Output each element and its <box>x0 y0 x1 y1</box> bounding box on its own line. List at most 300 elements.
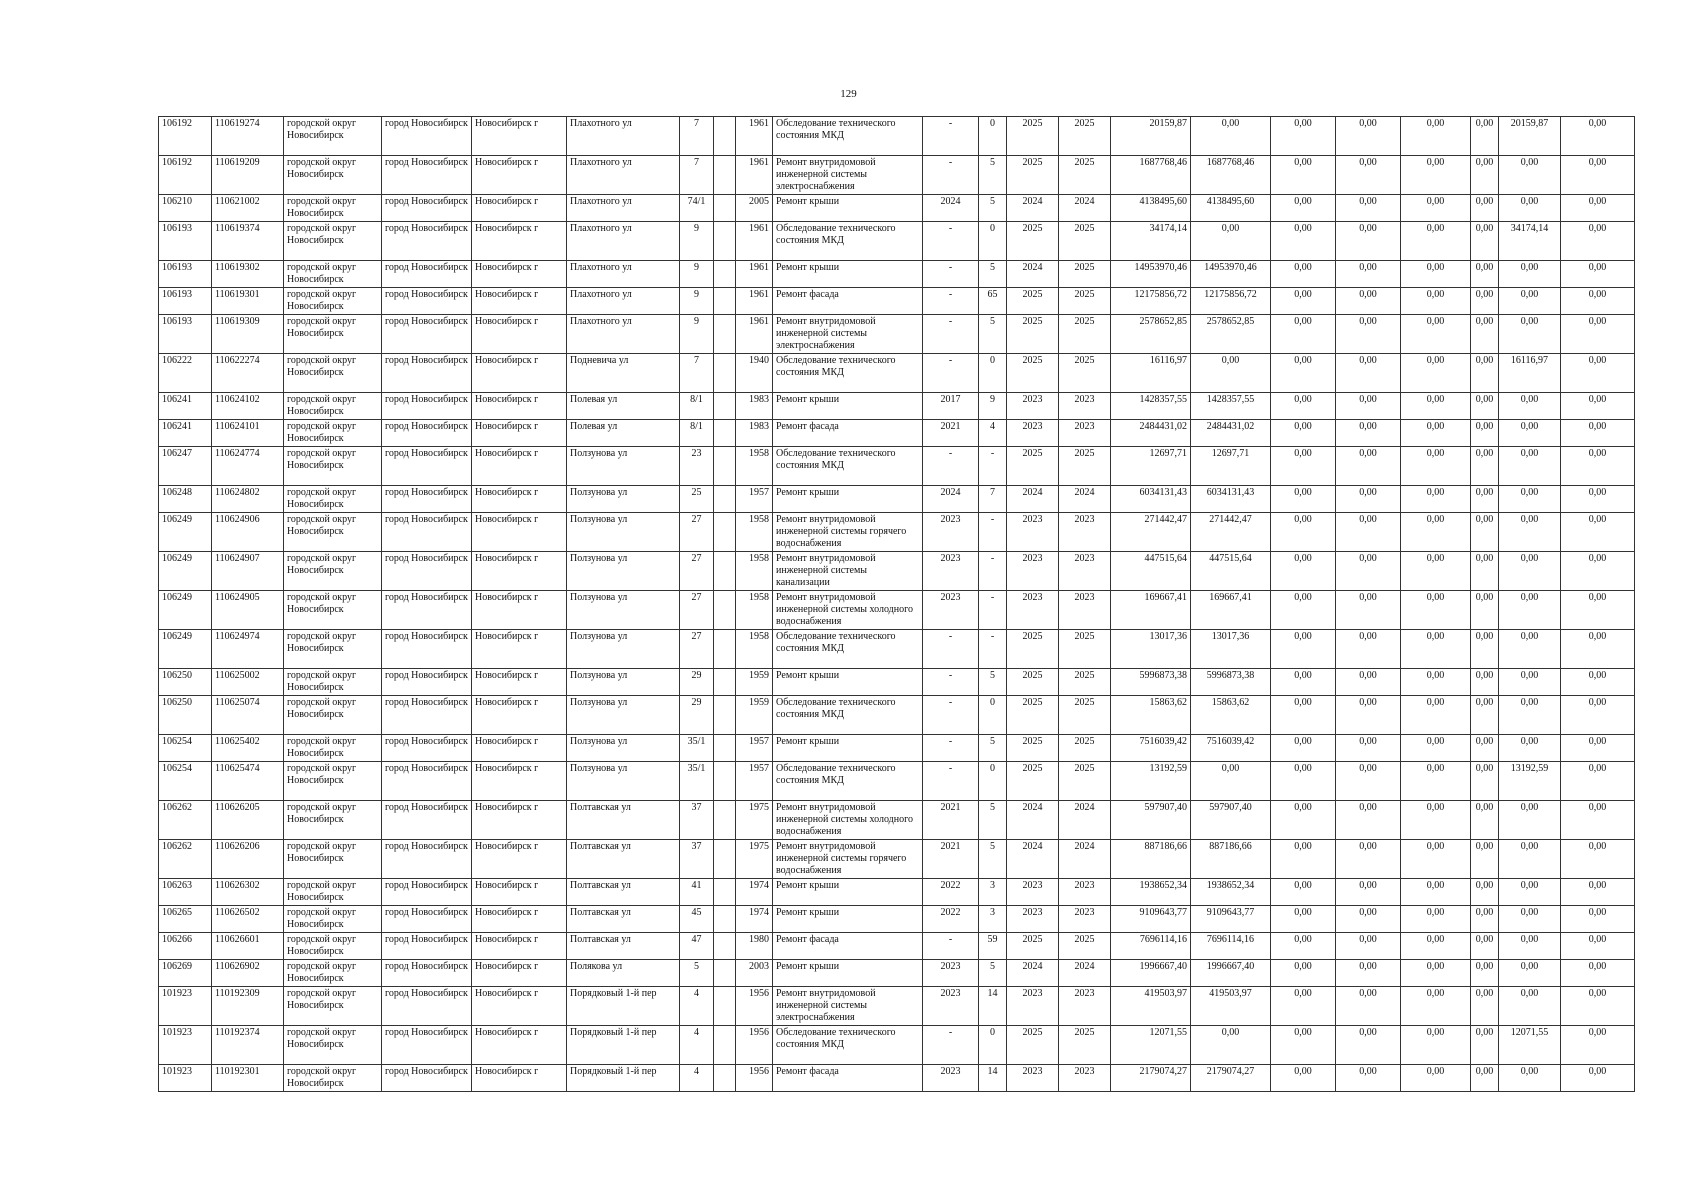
plan-year-from-cell: 2025 <box>1007 669 1059 696</box>
work-type-cell: Ремонт внутридомовой инженерной системы горячего водоснабжения <box>773 840 923 879</box>
work-type-cell: Обследование технического состояния МКД <box>773 696 923 735</box>
last-repair-year-cell: - <box>923 117 979 156</box>
plan-year-from-cell: 2023 <box>1007 552 1059 591</box>
total-cost-cell: 2179074,27 <box>1111 1065 1191 1092</box>
wear-percent-cell: 65 <box>979 288 1007 315</box>
federal-amount-cell: 0,00 <box>1271 762 1336 801</box>
build-year-cell: 1956 <box>736 1026 773 1065</box>
building-cell <box>714 261 736 288</box>
last-repair-year-cell: - <box>923 222 979 261</box>
settlement-cell: город Новосибирск <box>382 261 472 288</box>
plan-year-from-cell: 2023 <box>1007 393 1059 420</box>
extra-amount-cell: 0,00 <box>1561 840 1635 879</box>
extra-amount-cell: 0,00 <box>1561 735 1635 762</box>
fund-amount-cell: 2578652,85 <box>1191 315 1271 354</box>
building-cell <box>714 117 736 156</box>
plan-year-from-cell: 2025 <box>1007 933 1059 960</box>
plan-year-from-cell: 2023 <box>1007 987 1059 1026</box>
settlement-cell: город Новосибирск <box>382 696 472 735</box>
federal-amount-cell: 0,00 <box>1271 735 1336 762</box>
municipal-district-cell: городской округ Новосибирск <box>284 1065 382 1092</box>
last-repair-year-cell: 2023 <box>923 1065 979 1092</box>
plan-year-from-cell: 2023 <box>1007 420 1059 447</box>
building-cell <box>714 354 736 393</box>
total-cost-cell: 7696114,16 <box>1111 933 1191 960</box>
work-type-cell: Ремонт крыши <box>773 669 923 696</box>
locality-cell: Новосибирск г <box>472 987 567 1026</box>
table-row <box>159 1065 1635 1092</box>
building-cell <box>714 1026 736 1065</box>
build-year-cell: 1958 <box>736 447 773 486</box>
work-id-cell: 110626206 <box>212 840 284 879</box>
wear-percent-cell: - <box>979 552 1007 591</box>
municipal-district-cell: городской округ Новосибирск <box>284 156 382 195</box>
table-row <box>159 960 1635 987</box>
municipal-district-cell: городской округ Новосибирск <box>284 801 382 840</box>
other-amount-cell: 0,00 <box>1499 879 1561 906</box>
house-number-cell: 47 <box>680 933 714 960</box>
extra-amount-cell: 0,00 <box>1561 117 1635 156</box>
house-number-cell: 41 <box>680 879 714 906</box>
owners-amount-cell: 0,00 <box>1471 261 1499 288</box>
plan-year-from-cell: 2025 <box>1007 222 1059 261</box>
building-cell <box>714 630 736 669</box>
house-number-cell: 27 <box>680 552 714 591</box>
object-id-cell: 106210 <box>159 195 212 222</box>
settlement-cell: город Новосибирск <box>382 156 472 195</box>
total-cost-cell: 2578652,85 <box>1111 315 1191 354</box>
work-type-cell: Ремонт фасада <box>773 420 923 447</box>
street-cell: Ползунова ул <box>567 591 680 630</box>
street-cell: Полтавская ул <box>567 840 680 879</box>
plan-year-to-cell: 2025 <box>1059 735 1111 762</box>
extra-amount-cell: 0,00 <box>1561 696 1635 735</box>
fund-amount-cell: 1938652,34 <box>1191 879 1271 906</box>
table-row <box>159 117 1635 156</box>
build-year-cell: 1958 <box>736 552 773 591</box>
extra-amount-cell: 0,00 <box>1561 315 1635 354</box>
plan-year-from-cell: 2025 <box>1007 447 1059 486</box>
wear-percent-cell: 14 <box>979 1065 1007 1092</box>
object-id-cell: 106192 <box>159 117 212 156</box>
work-type-cell: Ремонт внутридомовой инженерной системы электроснабжения <box>773 156 923 195</box>
extra-amount-cell: 0,00 <box>1561 393 1635 420</box>
build-year-cell: 2003 <box>736 960 773 987</box>
work-id-cell: 110626902 <box>212 960 284 987</box>
build-year-cell: 1961 <box>736 288 773 315</box>
work-type-cell: Ремонт фасада <box>773 288 923 315</box>
work-id-cell: 110626302 <box>212 879 284 906</box>
locality-cell: Новосибирск г <box>472 513 567 552</box>
extra-amount-cell: 0,00 <box>1561 552 1635 591</box>
locality-cell: Новосибирск г <box>472 420 567 447</box>
total-cost-cell: 1687768,46 <box>1111 156 1191 195</box>
plan-year-from-cell: 2024 <box>1007 486 1059 513</box>
settlement-cell: город Новосибирск <box>382 630 472 669</box>
work-id-cell: 110624774 <box>212 447 284 486</box>
other-amount-cell: 0,00 <box>1499 195 1561 222</box>
building-cell <box>714 513 736 552</box>
table-body <box>159 117 1635 1092</box>
fund-amount-cell: 2179074,27 <box>1191 1065 1271 1092</box>
fund-amount-cell: 0,00 <box>1191 222 1271 261</box>
municipal-district-cell: городской округ Новосибирск <box>284 960 382 987</box>
object-id-cell: 101923 <box>159 987 212 1026</box>
street-cell: Полевая ул <box>567 393 680 420</box>
locality-cell: Новосибирск г <box>472 762 567 801</box>
federal-amount-cell: 0,00 <box>1271 669 1336 696</box>
extra-amount-cell: 0,00 <box>1561 801 1635 840</box>
fund-amount-cell: 12697,71 <box>1191 447 1271 486</box>
plan-year-to-cell: 2025 <box>1059 117 1111 156</box>
municipal-district-cell: городской округ Новосибирск <box>284 696 382 735</box>
plan-year-from-cell: 2024 <box>1007 960 1059 987</box>
work-type-cell: Ремонт внутридомовой инженерной системы электроснабжения <box>773 987 923 1026</box>
local-amount-cell: 0,00 <box>1401 552 1471 591</box>
owners-amount-cell: 0,00 <box>1471 117 1499 156</box>
municipal-district-cell: городской округ Новосибирск <box>284 735 382 762</box>
fund-amount-cell: 14953970,46 <box>1191 261 1271 288</box>
house-number-cell: 37 <box>680 840 714 879</box>
build-year-cell: 1956 <box>736 987 773 1026</box>
municipal-district-cell: городской округ Новосибирск <box>284 195 382 222</box>
table-row <box>159 879 1635 906</box>
settlement-cell: город Новосибирск <box>382 288 472 315</box>
table-row <box>159 696 1635 735</box>
regional-amount-cell: 0,00 <box>1336 906 1401 933</box>
house-number-cell: 4 <box>680 987 714 1026</box>
last-repair-year-cell: 2023 <box>923 552 979 591</box>
street-cell: Подневича ул <box>567 354 680 393</box>
regional-amount-cell: 0,00 <box>1336 288 1401 315</box>
extra-amount-cell: 0,00 <box>1561 762 1635 801</box>
object-id-cell: 106248 <box>159 486 212 513</box>
local-amount-cell: 0,00 <box>1401 960 1471 987</box>
federal-amount-cell: 0,00 <box>1271 906 1336 933</box>
extra-amount-cell: 0,00 <box>1561 906 1635 933</box>
federal-amount-cell: 0,00 <box>1271 879 1336 906</box>
work-id-cell: 110626601 <box>212 933 284 960</box>
last-repair-year-cell: 2023 <box>923 987 979 1026</box>
federal-amount-cell: 0,00 <box>1271 420 1336 447</box>
other-amount-cell: 13192,59 <box>1499 762 1561 801</box>
table-row <box>159 906 1635 933</box>
last-repair-year-cell: - <box>923 762 979 801</box>
object-id-cell: 106263 <box>159 879 212 906</box>
federal-amount-cell: 0,00 <box>1271 1065 1336 1092</box>
other-amount-cell: 0,00 <box>1499 801 1561 840</box>
table-row <box>159 393 1635 420</box>
other-amount-cell: 0,00 <box>1499 933 1561 960</box>
work-type-cell: Ремонт фасада <box>773 1065 923 1092</box>
other-amount-cell: 0,00 <box>1499 393 1561 420</box>
plan-year-from-cell: 2023 <box>1007 879 1059 906</box>
street-cell: Плахотного ул <box>567 288 680 315</box>
owners-amount-cell: 0,00 <box>1471 762 1499 801</box>
owners-amount-cell: 0,00 <box>1471 222 1499 261</box>
work-type-cell: Ремонт крыши <box>773 486 923 513</box>
plan-year-from-cell: 2024 <box>1007 261 1059 288</box>
locality-cell: Новосибирск г <box>472 222 567 261</box>
wear-percent-cell: 5 <box>979 156 1007 195</box>
build-year-cell: 1975 <box>736 840 773 879</box>
object-id-cell: 106192 <box>159 156 212 195</box>
table-row <box>159 195 1635 222</box>
work-id-cell: 110625402 <box>212 735 284 762</box>
regional-amount-cell: 0,00 <box>1336 933 1401 960</box>
locality-cell: Новосибирск г <box>472 156 567 195</box>
federal-amount-cell: 0,00 <box>1271 288 1336 315</box>
plan-year-from-cell: 2025 <box>1007 735 1059 762</box>
local-amount-cell: 0,00 <box>1401 591 1471 630</box>
plan-year-to-cell: 2025 <box>1059 933 1111 960</box>
owners-amount-cell: 0,00 <box>1471 630 1499 669</box>
locality-cell: Новосибирск г <box>472 1065 567 1092</box>
local-amount-cell: 0,00 <box>1401 1065 1471 1092</box>
street-cell: Ползунова ул <box>567 696 680 735</box>
build-year-cell: 1958 <box>736 513 773 552</box>
wear-percent-cell: 0 <box>979 762 1007 801</box>
house-number-cell: 4 <box>680 1026 714 1065</box>
total-cost-cell: 6034131,43 <box>1111 486 1191 513</box>
fund-amount-cell: 0,00 <box>1191 117 1271 156</box>
locality-cell: Новосибирск г <box>472 591 567 630</box>
fund-amount-cell: 15863,62 <box>1191 696 1271 735</box>
local-amount-cell: 0,00 <box>1401 696 1471 735</box>
owners-amount-cell: 0,00 <box>1471 906 1499 933</box>
local-amount-cell: 0,00 <box>1401 117 1471 156</box>
last-repair-year-cell: - <box>923 288 979 315</box>
plan-year-to-cell: 2023 <box>1059 1065 1111 1092</box>
build-year-cell: 1961 <box>736 315 773 354</box>
street-cell: Полтавская ул <box>567 801 680 840</box>
extra-amount-cell: 0,00 <box>1561 879 1635 906</box>
build-year-cell: 1961 <box>736 222 773 261</box>
owners-amount-cell: 0,00 <box>1471 987 1499 1026</box>
object-id-cell: 101923 <box>159 1026 212 1065</box>
locality-cell: Новосибирск г <box>472 669 567 696</box>
settlement-cell: город Новосибирск <box>382 354 472 393</box>
last-repair-year-cell: - <box>923 315 979 354</box>
house-number-cell: 27 <box>680 513 714 552</box>
owners-amount-cell: 0,00 <box>1471 447 1499 486</box>
local-amount-cell: 0,00 <box>1401 222 1471 261</box>
house-number-cell: 29 <box>680 669 714 696</box>
work-type-cell: Ремонт внутридомовой инженерной системы электроснабжения <box>773 315 923 354</box>
other-amount-cell: 16116,97 <box>1499 354 1561 393</box>
plan-year-to-cell: 2024 <box>1059 960 1111 987</box>
owners-amount-cell: 0,00 <box>1471 195 1499 222</box>
building-cell <box>714 288 736 315</box>
plan-year-to-cell: 2023 <box>1059 591 1111 630</box>
street-cell: Ползунова ул <box>567 630 680 669</box>
work-id-cell: 110192301 <box>212 1065 284 1092</box>
object-id-cell: 101923 <box>159 1065 212 1092</box>
locality-cell: Новосибирск г <box>472 486 567 513</box>
street-cell: Ползунова ул <box>567 552 680 591</box>
object-id-cell: 106254 <box>159 762 212 801</box>
other-amount-cell: 0,00 <box>1499 696 1561 735</box>
fund-amount-cell: 6034131,43 <box>1191 486 1271 513</box>
municipal-district-cell: городской округ Новосибирск <box>284 222 382 261</box>
locality-cell: Новосибирск г <box>472 315 567 354</box>
last-repair-year-cell: 2022 <box>923 879 979 906</box>
municipal-district-cell: городской округ Новосибирск <box>284 447 382 486</box>
settlement-cell: город Новосибирск <box>382 420 472 447</box>
house-number-cell: 35/1 <box>680 735 714 762</box>
last-repair-year-cell: - <box>923 156 979 195</box>
fund-amount-cell: 419503,97 <box>1191 987 1271 1026</box>
work-type-cell: Ремонт внутридомовой инженерной системы горячего водоснабжения <box>773 513 923 552</box>
build-year-cell: 1980 <box>736 933 773 960</box>
fund-amount-cell: 169667,41 <box>1191 591 1271 630</box>
municipal-district-cell: городской округ Новосибирск <box>284 840 382 879</box>
other-amount-cell: 0,00 <box>1499 156 1561 195</box>
regional-amount-cell: 0,00 <box>1336 1065 1401 1092</box>
fund-amount-cell: 4138495,60 <box>1191 195 1271 222</box>
table-row <box>159 354 1635 393</box>
last-repair-year-cell: 2021 <box>923 801 979 840</box>
local-amount-cell: 0,00 <box>1401 630 1471 669</box>
owners-amount-cell: 0,00 <box>1471 1026 1499 1065</box>
building-cell <box>714 1065 736 1092</box>
municipal-district-cell: городской округ Новосибирск <box>284 933 382 960</box>
total-cost-cell: 447515,64 <box>1111 552 1191 591</box>
street-cell: Порядковый 1-й пер <box>567 1065 680 1092</box>
regional-amount-cell: 0,00 <box>1336 1026 1401 1065</box>
municipal-district-cell: городской округ Новосибирск <box>284 420 382 447</box>
other-amount-cell: 0,00 <box>1499 288 1561 315</box>
regional-amount-cell: 0,00 <box>1336 735 1401 762</box>
regional-amount-cell: 0,00 <box>1336 261 1401 288</box>
municipal-district-cell: городской округ Новосибирск <box>284 630 382 669</box>
work-id-cell: 110625002 <box>212 669 284 696</box>
federal-amount-cell: 0,00 <box>1271 117 1336 156</box>
extra-amount-cell: 0,00 <box>1561 669 1635 696</box>
locality-cell: Новосибирск г <box>472 840 567 879</box>
build-year-cell: 1959 <box>736 669 773 696</box>
street-cell: Ползунова ул <box>567 513 680 552</box>
work-id-cell: 110626205 <box>212 801 284 840</box>
settlement-cell: город Новосибирск <box>382 315 472 354</box>
table-row <box>159 840 1635 879</box>
settlement-cell: город Новосибирск <box>382 447 472 486</box>
extra-amount-cell: 0,00 <box>1561 288 1635 315</box>
wear-percent-cell: - <box>979 447 1007 486</box>
local-amount-cell: 0,00 <box>1401 354 1471 393</box>
street-cell: Плахотного ул <box>567 315 680 354</box>
object-id-cell: 106247 <box>159 447 212 486</box>
regional-amount-cell: 0,00 <box>1336 117 1401 156</box>
municipal-district-cell: городской округ Новосибирск <box>284 354 382 393</box>
plan-year-to-cell: 2023 <box>1059 420 1111 447</box>
total-cost-cell: 15863,62 <box>1111 696 1191 735</box>
plan-year-to-cell: 2023 <box>1059 987 1111 1026</box>
settlement-cell: город Новосибирск <box>382 222 472 261</box>
owners-amount-cell: 0,00 <box>1471 354 1499 393</box>
table-row <box>159 669 1635 696</box>
fund-amount-cell: 13017,36 <box>1191 630 1271 669</box>
regional-amount-cell: 0,00 <box>1336 552 1401 591</box>
total-cost-cell: 597907,40 <box>1111 801 1191 840</box>
work-type-cell: Ремонт крыши <box>773 261 923 288</box>
local-amount-cell: 0,00 <box>1401 840 1471 879</box>
wear-percent-cell: 7 <box>979 486 1007 513</box>
municipal-district-cell: городской округ Новосибирск <box>284 987 382 1026</box>
last-repair-year-cell: 2022 <box>923 906 979 933</box>
work-id-cell: 110619374 <box>212 222 284 261</box>
extra-amount-cell: 0,00 <box>1561 156 1635 195</box>
building-cell <box>714 447 736 486</box>
work-id-cell: 110192374 <box>212 1026 284 1065</box>
federal-amount-cell: 0,00 <box>1271 630 1336 669</box>
federal-amount-cell: 0,00 <box>1271 354 1336 393</box>
work-id-cell: 110622274 <box>212 354 284 393</box>
building-cell <box>714 315 736 354</box>
regional-amount-cell: 0,00 <box>1336 513 1401 552</box>
last-repair-year-cell: 2024 <box>923 195 979 222</box>
work-type-cell: Ремонт крыши <box>773 393 923 420</box>
last-repair-year-cell: - <box>923 630 979 669</box>
total-cost-cell: 419503,97 <box>1111 987 1191 1026</box>
building-cell <box>714 906 736 933</box>
settlement-cell: город Новосибирск <box>382 393 472 420</box>
owners-amount-cell: 0,00 <box>1471 933 1499 960</box>
work-id-cell: 110624905 <box>212 591 284 630</box>
wear-percent-cell: 0 <box>979 354 1007 393</box>
plan-year-to-cell: 2025 <box>1059 288 1111 315</box>
federal-amount-cell: 0,00 <box>1271 393 1336 420</box>
regional-amount-cell: 0,00 <box>1336 960 1401 987</box>
other-amount-cell: 0,00 <box>1499 987 1561 1026</box>
plan-year-to-cell: 2025 <box>1059 696 1111 735</box>
locality-cell: Новосибирск г <box>472 906 567 933</box>
build-year-cell: 1958 <box>736 630 773 669</box>
municipal-district-cell: городской округ Новосибирск <box>284 669 382 696</box>
locality-cell: Новосибирск г <box>472 447 567 486</box>
owners-amount-cell: 0,00 <box>1471 315 1499 354</box>
plan-year-to-cell: 2025 <box>1059 156 1111 195</box>
last-repair-year-cell: 2021 <box>923 420 979 447</box>
other-amount-cell: 0,00 <box>1499 552 1561 591</box>
fund-amount-cell: 12175856,72 <box>1191 288 1271 315</box>
plan-year-to-cell: 2024 <box>1059 195 1111 222</box>
municipal-district-cell: городской округ Новосибирск <box>284 393 382 420</box>
street-cell: Плахотного ул <box>567 117 680 156</box>
fund-amount-cell: 9109643,77 <box>1191 906 1271 933</box>
plan-year-to-cell: 2023 <box>1059 879 1111 906</box>
local-amount-cell: 0,00 <box>1401 486 1471 513</box>
owners-amount-cell: 0,00 <box>1471 960 1499 987</box>
locality-cell: Новосибирск г <box>472 960 567 987</box>
table-row <box>159 801 1635 840</box>
table-row <box>159 156 1635 195</box>
plan-year-to-cell: 2025 <box>1059 261 1111 288</box>
work-type-cell: Обследование технического состояния МКД <box>773 762 923 801</box>
work-type-cell: Ремонт крыши <box>773 195 923 222</box>
house-number-cell: 9 <box>680 288 714 315</box>
table-row <box>159 933 1635 960</box>
wear-percent-cell: 14 <box>979 987 1007 1026</box>
plan-year-to-cell: 2025 <box>1059 1026 1111 1065</box>
fund-amount-cell: 1687768,46 <box>1191 156 1271 195</box>
municipal-district-cell: городской округ Новосибирск <box>284 117 382 156</box>
plan-year-from-cell: 2023 <box>1007 906 1059 933</box>
total-cost-cell: 271442,47 <box>1111 513 1191 552</box>
owners-amount-cell: 0,00 <box>1471 801 1499 840</box>
wear-percent-cell: 0 <box>979 1026 1007 1065</box>
plan-year-to-cell: 2025 <box>1059 630 1111 669</box>
